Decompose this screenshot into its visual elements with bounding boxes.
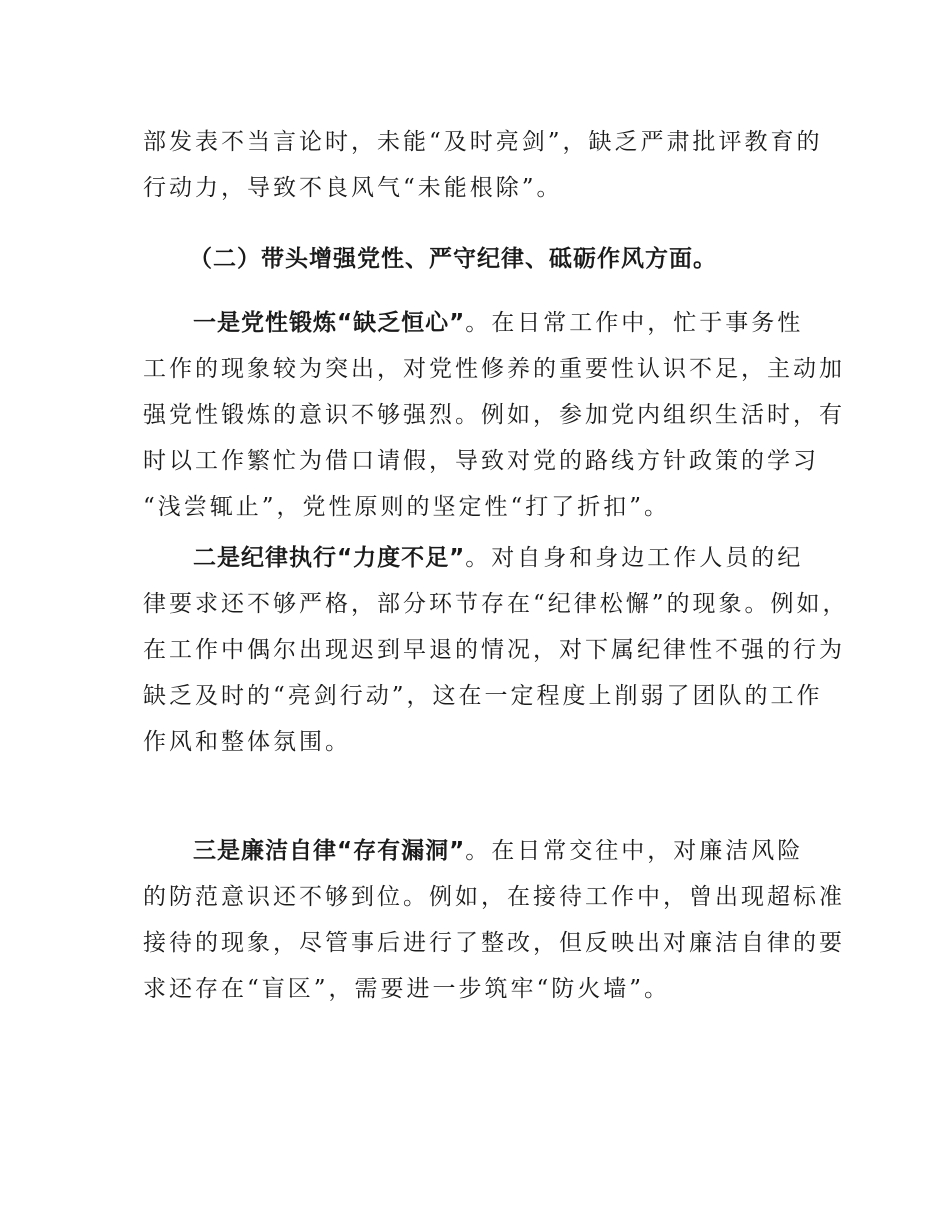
paragraph-integrity — [143, 828, 845, 1012]
section-heading: （二）带头增强党性、严守纪律、砥砺作风方面。 — [189, 246, 717, 272]
section-heading-block — [143, 236, 823, 282]
paragraph-lead: 二是纪律执行“力度不足” — [193, 545, 466, 571]
text-line: 在工作中偶尔出现迟到早退的情况，对下属纪律性不强的行为 — [143, 637, 845, 663]
paragraph-discipline — [143, 535, 849, 765]
text-line — [143, 828, 823, 874]
text-line: 的防范意识还不够到位。例如，在接待工作中，曾出现超标准 — [143, 884, 845, 910]
text-run: 。对自身和身边工作人员的纪 — [465, 545, 804, 571]
text-line — [143, 300, 823, 346]
paragraph-party-spirit — [143, 300, 845, 530]
text-line: 缺乏及时的“亮剑行动”，这在一定程度上削弱了团队的工作 — [143, 683, 823, 709]
text-line: 作风和整体氛围。 — [143, 729, 351, 755]
text-line: 求还存在“盲区”，需要进一步筑牢“防火墙”。 — [143, 976, 671, 1002]
text-line: 行动力，导致不良风气“未能根除”。 — [143, 175, 563, 201]
text-line: “浅尝辄止”，党性原则的坚定性“打了折扣”。 — [143, 494, 671, 520]
text-line: 部发表不当言论时，未能“及时亮剑”，缺乏严肃批评教育的 — [143, 129, 823, 155]
text-line: 律要求还不够严格，部分环节存在“纪律松懈”的现象。例如， — [143, 591, 849, 617]
text-run: 。在日常交往中，对廉洁风险 — [465, 838, 804, 864]
text-line: 接待的现象，尽管事后进行了整改，但反映出对廉洁自律的要 — [143, 930, 845, 956]
text-run: 。在日常工作中，忙于事务性 — [465, 310, 804, 336]
text-line: 工作的现象较为突出，对党性修养的重要性认识不足，主动加 — [143, 356, 845, 382]
text-line: 强党性锻炼的意识不够强烈。例如，参加党内组织生活时，有 — [143, 402, 845, 428]
text-line — [143, 535, 823, 581]
paragraph-lead: 三是廉洁自律“存有漏洞” — [193, 838, 466, 864]
paragraph-lead: 一是党性锻炼“缺乏恒心” — [193, 310, 466, 336]
paragraph-continuation — [143, 119, 823, 211]
text-line: 时以工作繁忙为借口请假，导致对党的路线方针政策的学习 — [143, 448, 819, 474]
